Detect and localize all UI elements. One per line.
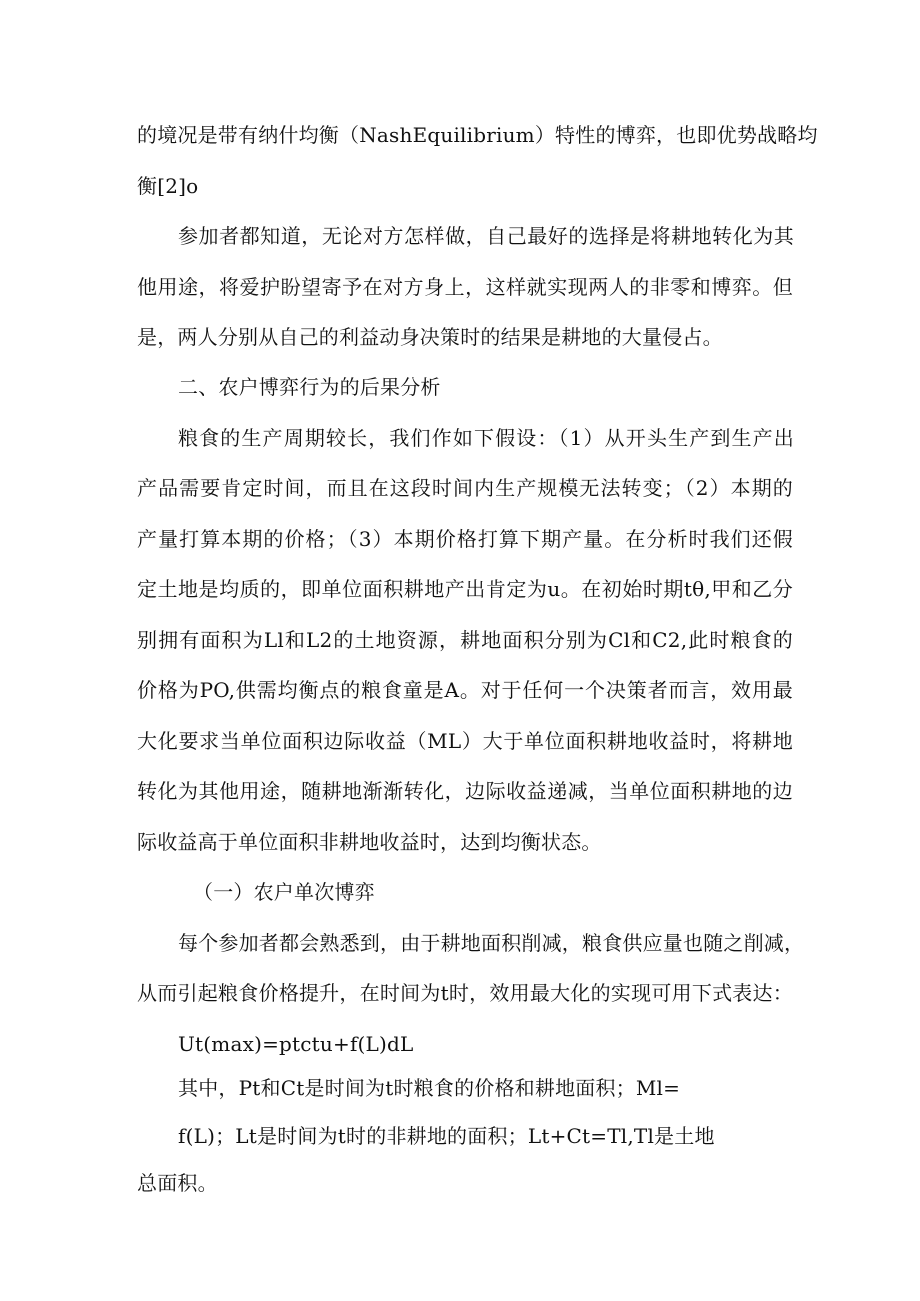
paragraph-line: 总面积。	[137, 1171, 218, 1195]
paragraph-line: 是，两人分别从自己的利益动身决策时的结果是耕地的大量侵占。	[137, 325, 723, 349]
paragraph-line: 别拥有面积为Ll和L2的土地资源，耕地面积分别为Cl和C2,此时粮食的	[137, 628, 793, 652]
paragraph-line: 他用途，将爱护盼望寄予在对方身上，这样就实现两人的非零和博弈。但	[137, 275, 793, 299]
paragraph-line: 际收益高于单位面积非耕地收益时，达到均衡状态。	[137, 830, 602, 854]
paragraph-line: 粮食的生产周期较长，我们作如下假设：（1）从开头生产到生产出	[178, 426, 794, 450]
paragraph-line: 的境况是带有纳什均衡（NashEquilibrium）特性的博弈，也即优势战略均	[137, 123, 818, 147]
paragraph-line: 衡[2]o	[137, 174, 199, 198]
paragraph-line: 产量打算本期的价格；（3）本期价格打算下期产量。在分析时我们还假	[137, 527, 793, 551]
paragraph-line: 定土地是均质的，即单位面积耕地产出肯定为u。在初始时期tθ,甲和乙分	[137, 577, 793, 601]
section-heading: 二、农户博弈行为的后果分析	[178, 375, 441, 399]
paragraph-line: 从而引起粮食价格提升，在时间为t时，效用最大化的实现可用下式表达：	[137, 981, 793, 1005]
paragraph-line: 大化要求当单位面积边际收益（ML）大于单位面积耕地收益时，将耕地	[137, 729, 793, 753]
paragraph-line: 参加者都知道，无论对方怎样做，自己最好的选择是将耕地转化为其	[178, 224, 794, 248]
subsection-heading: （一）农户单次博弈	[193, 880, 375, 904]
paragraph-line: 每个参加者都会熟悉到，由于耕地面积削减，粮食供应量也随之削减，	[178, 931, 805, 955]
formula: Ut(max)=ptctu+f(L)dL	[178, 1032, 414, 1056]
paragraph-line: 转化为其他用途，随耕地渐渐转化，边际收益递减，当单位面积耕地的边	[137, 779, 793, 803]
paragraph-line: f(L)；Lt是时间为t时的非耕地的面积；Lt+Ct=Tl,Tl是土地	[178, 1124, 715, 1148]
paragraph-line: 产品需要肯定时间，而且在这段时间内生产规模无法转变；（2）本期的	[137, 476, 793, 500]
paragraph-line: 其中，Pt和Ct是时间为t时粮食的价格和耕地面积；Ml=	[178, 1076, 681, 1100]
paragraph-line: 价格为PO,供需均衡点的粮食童是A。对于任何一个决策者而言，效用最	[137, 678, 793, 702]
